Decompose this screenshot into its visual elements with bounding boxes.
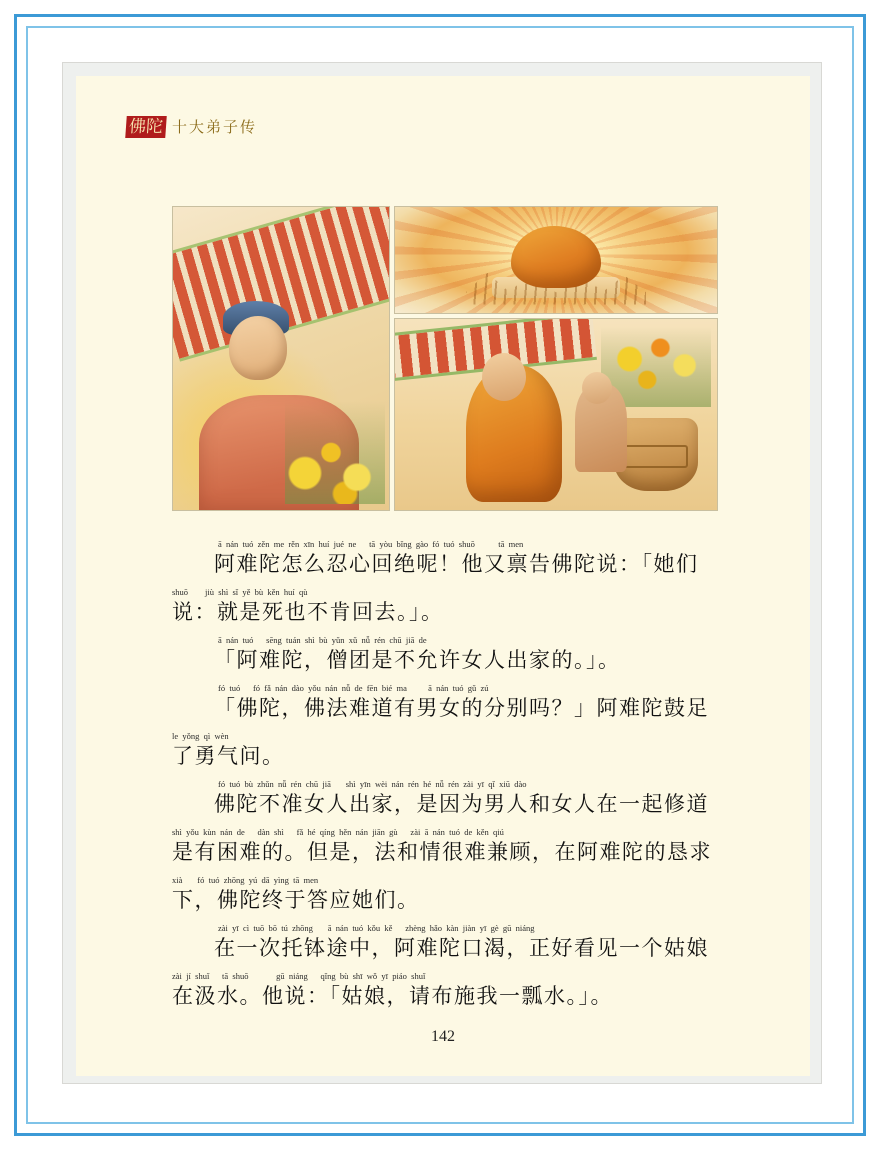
book-title: 十大弟子传: [172, 120, 258, 136]
hanzi-row: 「阿难陀，僧团是不允许女人出家的。」。: [214, 648, 621, 672]
text-line: [172, 682, 732, 724]
pinyin-row: zài yī cì tuō bō tú zhōng ā nán tuó kǒu kě zhèng hǎo kàn jiàn yī gè gū niáng: [218, 923, 535, 933]
page-number: 142: [431, 1028, 455, 1045]
pinyin-row: ā nán tuó sēng tuán shì bù yǔn xǔ nǚ rén chū jiā de: [218, 635, 427, 645]
water-pot-band: [620, 445, 688, 468]
pinyin-row: le yǒng qì wèn: [172, 731, 229, 741]
text-line: [172, 778, 732, 820]
seal-icon: 佛陀: [125, 116, 167, 138]
hanzi-row: 说：就是死也不肯回去。」。: [172, 600, 444, 624]
monk-head: [482, 353, 526, 401]
book-logo: [126, 116, 257, 138]
girl-head: [582, 372, 612, 404]
pinyin-row: shì yǒu kùn nán de dàn shì fǎ hé qíng hěn nán jiān gù zài ā nán tuó de kěn qiú: [172, 827, 504, 837]
text-line: [172, 634, 732, 676]
illustration-panel-robe: [394, 206, 718, 314]
text-line: [172, 826, 732, 868]
illustration-panel-woman: [172, 206, 390, 511]
hanzi-row: 佛陀不准女人出家，是因为男人和女人在一起修道: [214, 792, 709, 816]
hanzi-row: 下，佛陀终于答应她们。: [172, 888, 420, 912]
body-text: [172, 538, 732, 1018]
text-line: [172, 922, 732, 964]
pinyin-row: xià fó tuó zhōng yú dā yìng tā men: [172, 875, 319, 885]
pinyin-row: zài jí shuǐ tā shuō gū niáng qǐng bù shī wǒ yī piáo shuǐ: [172, 971, 426, 981]
text-line: [172, 586, 732, 628]
hanzi-row: 了勇气问。: [172, 744, 285, 768]
figure-head: [229, 316, 287, 380]
illustration-block: [172, 206, 718, 511]
hanzi-row: 是有困难的。但是，法和情很难兼顾，在阿难陀的恳求: [172, 840, 712, 864]
text-line: [172, 874, 732, 916]
text-line: [172, 970, 732, 1012]
pinyin-row: shuō jiù shì sǐ yě bù kěn huí qù: [172, 587, 308, 597]
illustration-panel-monk: [394, 318, 718, 511]
text-line: [172, 730, 732, 772]
hanzi-row: 在汲水。他说：「姑娘，请布施我一瓢水。」。: [172, 984, 613, 1008]
pinyin-row: fó tuó fó fǎ nán dào yǒu nán nǚ de fēn bié ma ā nán tuó gǔ zú: [218, 683, 489, 693]
paper-sheet: [76, 76, 810, 1076]
hanzi-row: 在一次托钵途中，阿难陀口渴，正好看见一个姑娘: [214, 936, 709, 960]
hanzi-row: 阿难陀怎么忍心回绝呢！他又禀告佛陀说：「她们: [214, 552, 699, 576]
hanzi-row: 「佛陀，佛法难道有男女的分别吗？」阿难陀鼓足: [214, 696, 709, 720]
pinyin-row: fó tuó bù zhǔn nǚ rén chū jiā shì yīn wèi nán rén hé nǚ rén zài yī qǐ xiū dào: [218, 779, 527, 789]
pinyin-row: ā nán tuó zěn me rěn xīn huí jué ne tā yòu bǐng gào fó tuó shuō tā men: [218, 539, 524, 549]
text-line: [172, 538, 732, 580]
flowers-decor: [285, 401, 384, 504]
